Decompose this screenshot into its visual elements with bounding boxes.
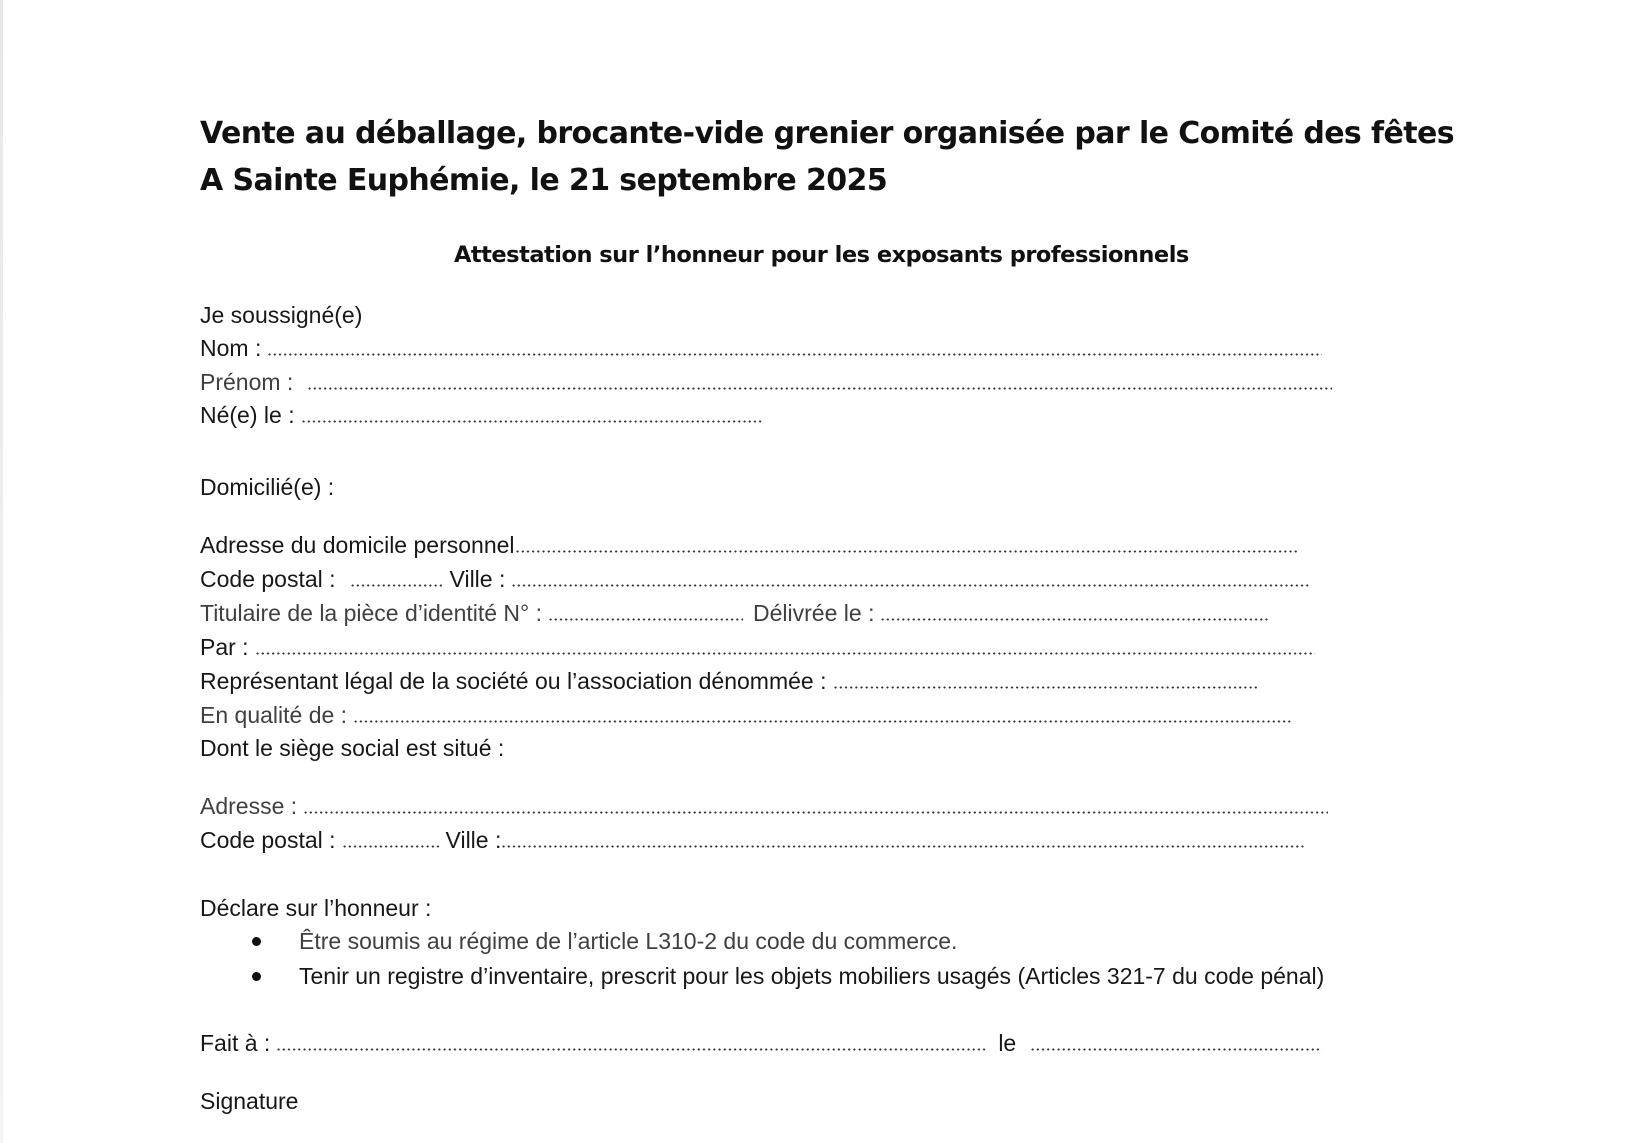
- en-qualite-field[interactable]: [353, 720, 1291, 723]
- fait-a-field[interactable]: [276, 1048, 988, 1051]
- ville-2-field[interactable]: [501, 845, 1306, 848]
- delivree-le-field[interactable]: [880, 618, 1270, 621]
- titulaire-label: Titulaire de la pièce d’identité N° :: [200, 600, 543, 626]
- nom-label: Nom :: [200, 335, 262, 361]
- titulaire-line: [200, 598, 1270, 628]
- siege-line: [200, 733, 504, 763]
- representant-line: [200, 666, 1258, 696]
- domicilie-label: Domicilié(e) :: [200, 474, 335, 500]
- le-date-field[interactable]: [1030, 1048, 1322, 1051]
- declaration-label: Déclare sur l’honneur :: [200, 895, 432, 921]
- prenom-line: [200, 367, 1332, 397]
- code-postal-label: Code postal :: [200, 566, 336, 592]
- title-line-2: A Sainte Euphémie, le 21 septembre 2025: [200, 163, 888, 198]
- representant-field[interactable]: [833, 686, 1258, 689]
- fait-a-line: [200, 1028, 1322, 1058]
- code-postal-2-label: Code postal :: [200, 827, 336, 853]
- delivree-le-label: Délivrée le :: [753, 600, 875, 626]
- en-qualite-line: [200, 700, 1291, 730]
- ville-field[interactable]: [511, 584, 1311, 587]
- scan-edge: [0, 0, 3, 1143]
- code-postal-ville-2-line: [200, 825, 1306, 855]
- bullet-icon: [252, 972, 261, 981]
- code-postal-ville-line: [200, 564, 1311, 594]
- declaration-item-2: Tenir un registre d’inventaire, prescrit pour les objets mobiliers usagés (Articles 321-7 du code pénal): [299, 963, 1325, 989]
- domicilie-line: [200, 472, 334, 502]
- adresse-field[interactable]: [303, 811, 1328, 814]
- ne-le-field[interactable]: [301, 420, 763, 423]
- prenom-label: Prénom :: [200, 369, 294, 395]
- en-qualite-label: En qualité de :: [200, 702, 348, 728]
- ville-2-label: Ville :: [445, 827, 502, 853]
- adresse-domicile-line: [200, 530, 1297, 560]
- signature-line: [200, 1086, 298, 1116]
- nom-field[interactable]: [267, 353, 1322, 356]
- adresse-label: Adresse :: [200, 793, 298, 819]
- title-line-1: Vente au déballage, brocante-vide grenier organisée par le Comité des fêtes: [200, 116, 1454, 151]
- prenom-field[interactable]: [307, 387, 1332, 390]
- siege-label: Dont le siège social est situé :: [200, 735, 505, 761]
- par-label: Par :: [200, 634, 249, 660]
- signature-label: Signature: [200, 1088, 299, 1114]
- intro-label: Je soussigné(e): [200, 302, 363, 328]
- intro-line: [200, 300, 362, 330]
- declaration-item-1: Être soumis au régime de l’article L310-2 du code du commerce.: [299, 928, 958, 954]
- adresse-domicile-field[interactable]: [515, 550, 1297, 553]
- le-label: le: [998, 1030, 1017, 1056]
- ne-le-label: Né(e) le :: [200, 402, 295, 428]
- par-line: [200, 632, 1315, 662]
- document-title: [200, 110, 1500, 204]
- declaration-line: [200, 893, 431, 923]
- code-postal-field[interactable]: [350, 584, 444, 587]
- adresse-line: [200, 791, 1328, 821]
- code-postal-2-field[interactable]: [342, 845, 440, 848]
- piece-identite-field[interactable]: [548, 618, 743, 621]
- nom-line: [200, 333, 1322, 363]
- adresse-domicile-label: Adresse du domicile personnel: [200, 532, 515, 558]
- ne-le-line: [200, 400, 763, 430]
- representant-label: Représentant légal de la société ou l’association dénommée :: [200, 668, 827, 694]
- document-subtitle: Attestation sur l’honneur pour les exposants professionnels: [454, 242, 1189, 268]
- bullet-icon: [252, 937, 261, 946]
- fait-a-label: Fait à :: [200, 1030, 271, 1056]
- ville-label: Ville :: [449, 566, 506, 592]
- par-field[interactable]: [255, 652, 1315, 655]
